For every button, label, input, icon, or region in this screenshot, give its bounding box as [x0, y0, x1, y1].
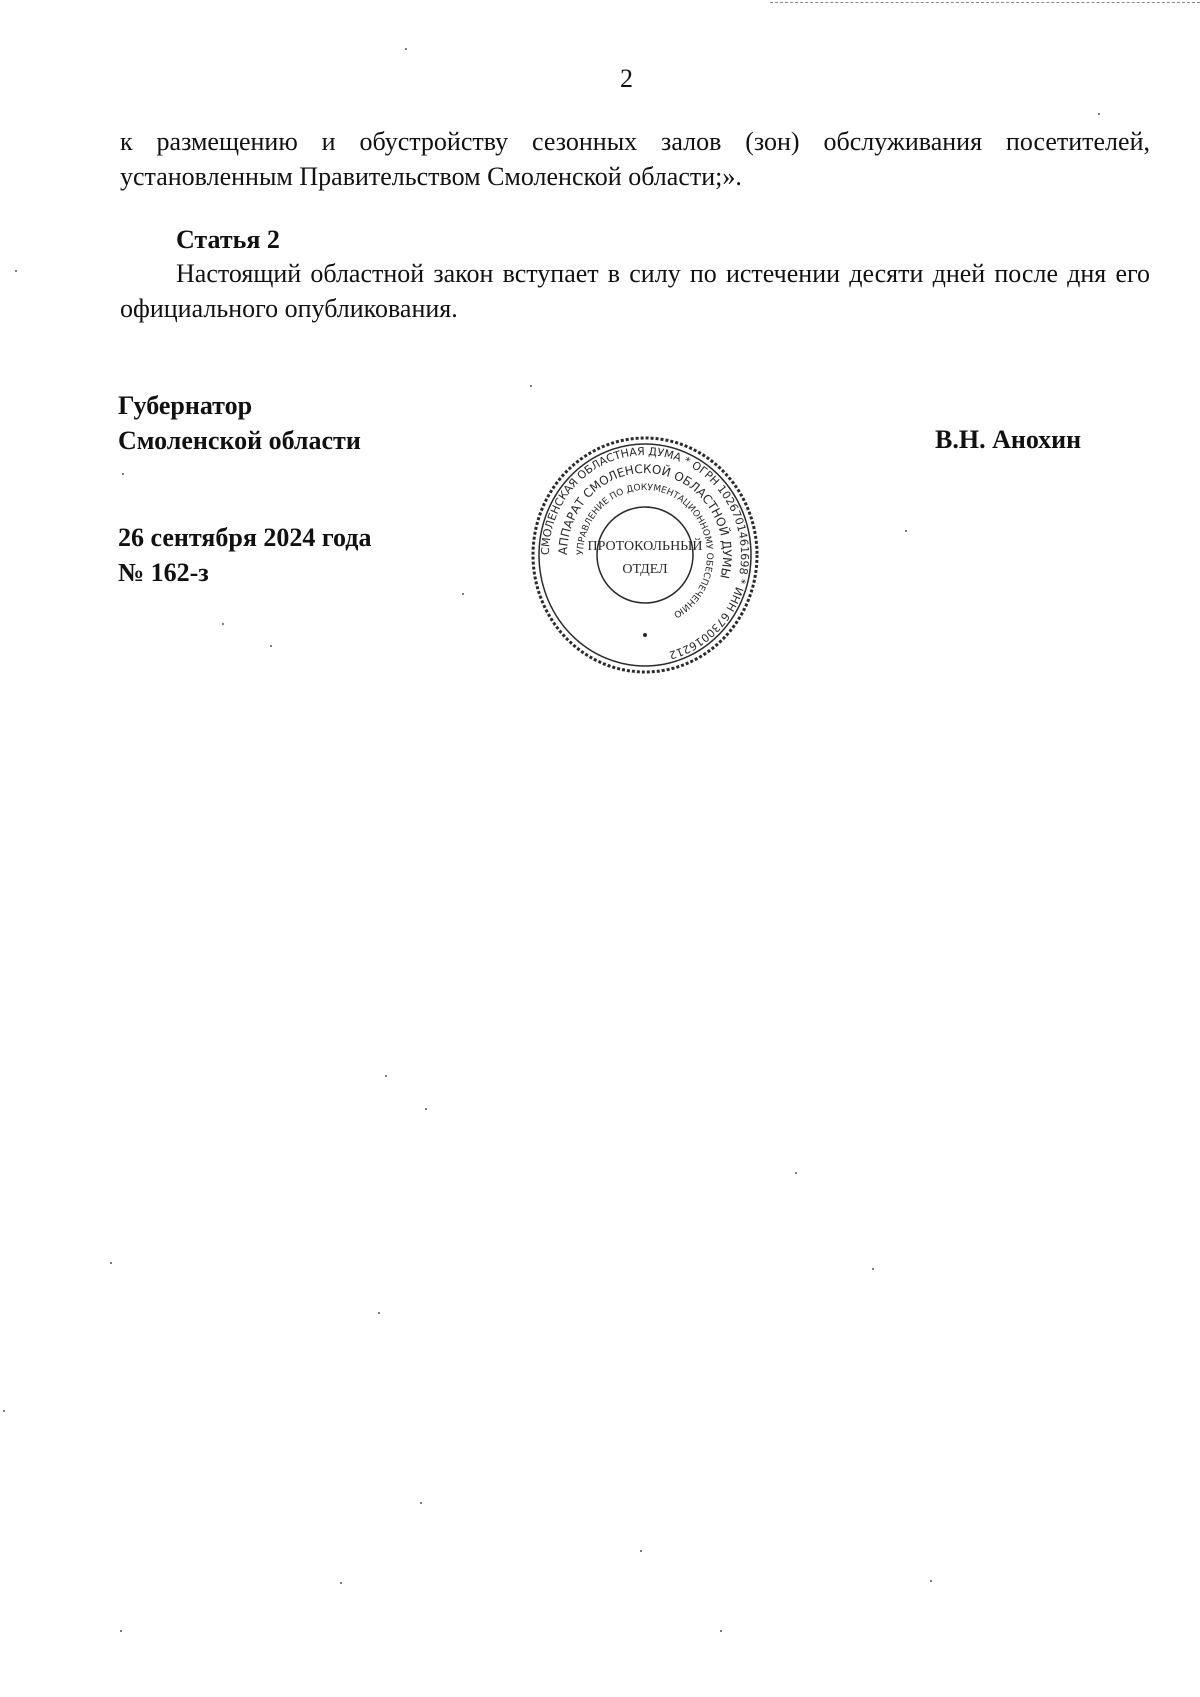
scan-speck	[795, 1172, 797, 1174]
scan-speck	[222, 623, 224, 625]
scan-speck	[930, 1580, 932, 1582]
scan-speck	[905, 530, 907, 532]
scan-speck	[462, 593, 464, 595]
stamp-seal-graphic	[525, 430, 765, 680]
signatory-title	[118, 388, 361, 458]
page-number: 2	[620, 64, 633, 93]
signatory-name: В.Н. Анохин	[935, 425, 1082, 454]
scan-speck	[122, 473, 124, 475]
scan-speck	[340, 1582, 342, 1584]
scan-speck	[15, 270, 17, 272]
stamp-star-mark	[643, 633, 647, 637]
law-date: 26 сентября 2024 года	[118, 523, 372, 552]
scan-speck	[640, 1550, 642, 1552]
article-heading: Статья 2	[176, 225, 280, 254]
stamp-middle-ring-text: АППАРАТ СМОЛЕНСКОЙ ОБЛАСТНОЙ ДУМЫ	[555, 461, 735, 580]
article-body: Настоящий областной закон вступает в силу по истечении десяти дней после дня его официального опубликования.	[120, 259, 1150, 323]
official-stamp	[525, 430, 765, 680]
stamp-center-line-2: ОТДЕЛ	[622, 562, 668, 577]
top-scan-edge	[770, 2, 1200, 3]
signatory-title-line-1: Губернатор	[118, 391, 253, 420]
law-number: № 162-з	[118, 558, 209, 587]
scan-speck	[720, 1630, 722, 1632]
scan-speck	[120, 1630, 122, 1632]
signatory-title-line-2: Смоленской области	[118, 426, 361, 455]
stamp-outer-ring-text: СМОЛЕНСКАЯ ОБЛАСТНАЯ ДУМА * ОГРН 1026701461698 * ИНН 6730016212	[538, 444, 752, 662]
scan-speck	[530, 385, 532, 387]
scan-speck	[385, 1075, 387, 1077]
scan-speck	[270, 645, 272, 647]
paragraph-continuation: к размещению и обустройству сезонных залов (зон) обслуживания посетителей, установленным Правительством Смоленской области;».	[120, 127, 1150, 191]
scan-speck	[1098, 113, 1100, 115]
scan-speck	[110, 1262, 112, 1264]
scan-speck	[425, 1108, 427, 1110]
scan-speck	[420, 1502, 422, 1504]
scan-speck	[378, 1312, 380, 1314]
scan-speck	[872, 1268, 874, 1270]
stamp-inner-ring-text: УПРАВЛЕНИЕ ПО ДОКУМЕНТАЦИОННОМУ ОБЕСПЕЧЕНИЮ	[575, 482, 715, 620]
scan-speck	[3, 1410, 5, 1412]
scan-speck	[405, 48, 407, 50]
stamp-center-line-1: ПРОТОКОЛЬНЫЙ	[587, 539, 703, 554]
